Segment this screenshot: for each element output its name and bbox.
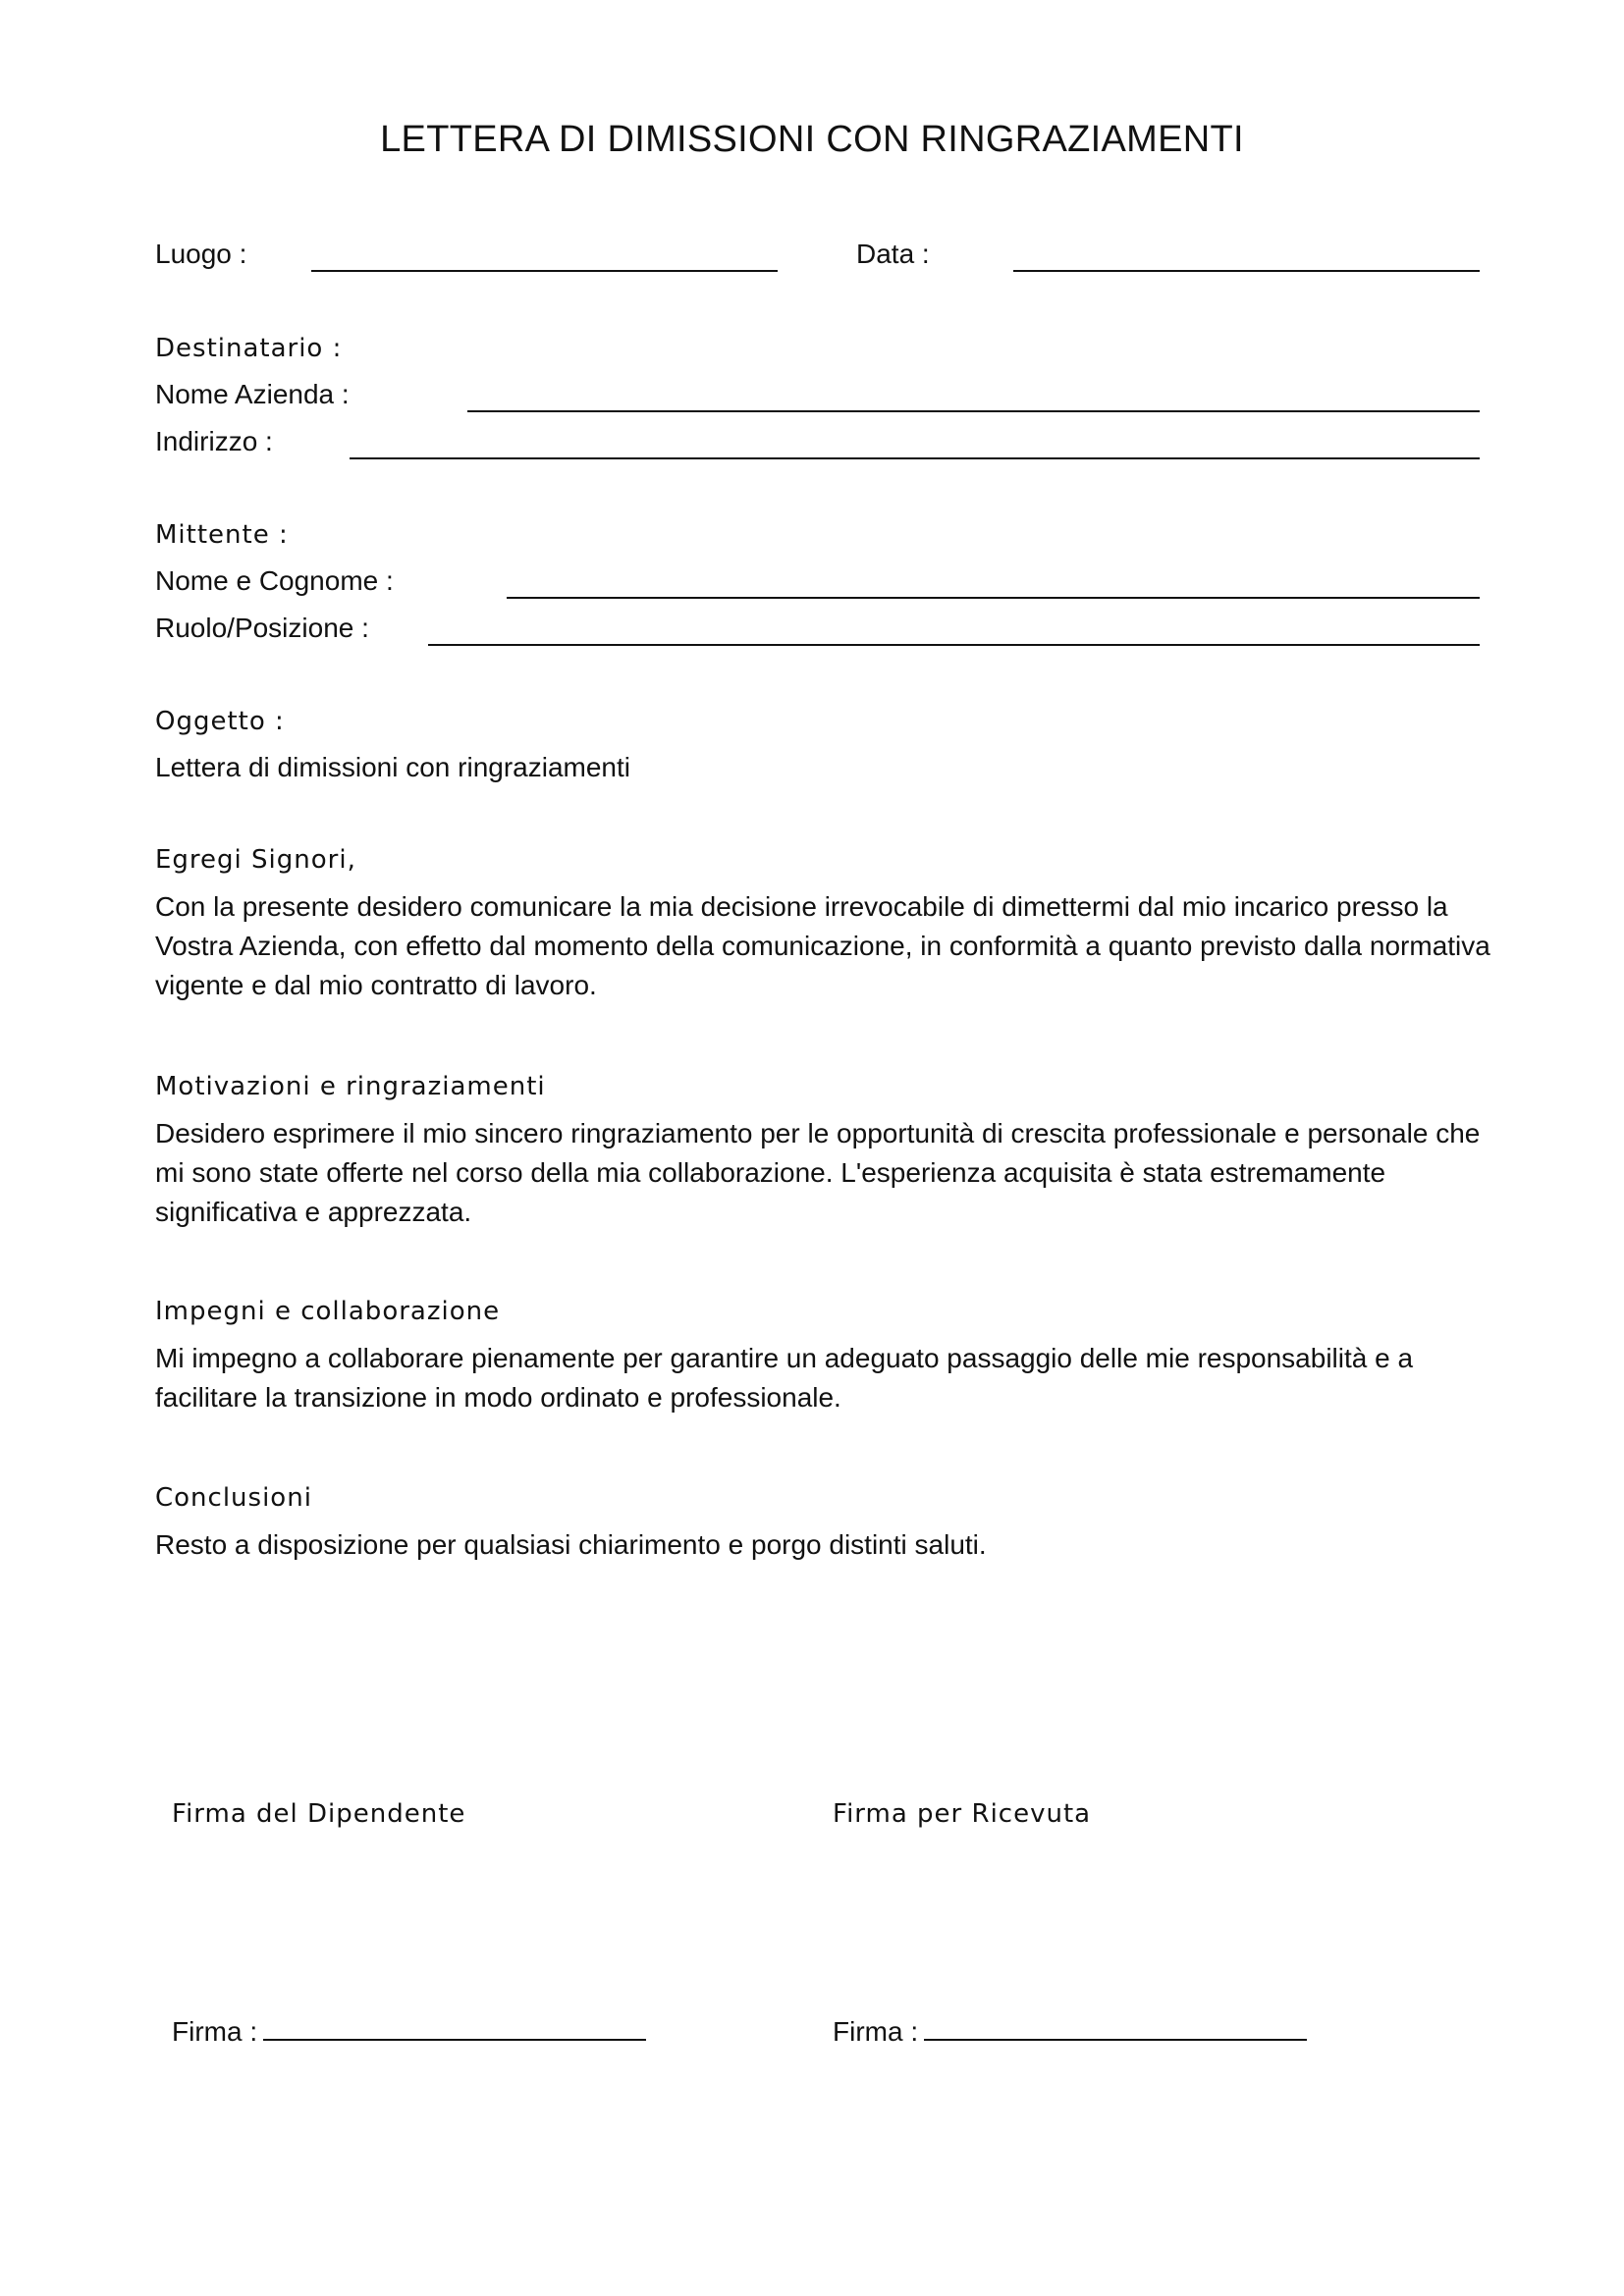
azienda-label: Nome Azienda :: [155, 379, 350, 409]
oggetto-heading: Oggetto :: [155, 707, 285, 736]
firma-ricevuta-row: [833, 2014, 1307, 2050]
firma-ricevuta-heading: Firma per Ricevuta: [833, 1799, 1092, 1829]
indirizzo-label: Indirizzo :: [155, 426, 273, 456]
indirizzo-field[interactable]: [350, 457, 1480, 459]
firma-dipendente-label: Firma :: [172, 2016, 258, 2047]
firma-ricevuta-field[interactable]: [924, 2039, 1307, 2041]
data-field[interactable]: [1013, 270, 1480, 272]
nome-cognome-label: Nome e Cognome :: [155, 565, 394, 596]
conclusioni-paragraph: Resto a disposizione per qualsiasi chiarimento e porgo distinti saluti.: [155, 1529, 987, 1560]
destinatario-heading: Destinatario :: [155, 334, 343, 363]
conclusioni-heading: Conclusioni: [155, 1483, 312, 1513]
mittente-heading: Mittente :: [155, 520, 289, 550]
nome-cognome-field[interactable]: [507, 597, 1480, 599]
firma-ricevuta-label: Firma :: [833, 2016, 919, 2047]
data-label: Data :: [856, 239, 930, 269]
document-title: LETTERA DI DIMISSIONI CON RINGRAZIAMENTI: [380, 119, 1244, 160]
firma-dipendente-row: [172, 2014, 646, 2050]
ruolo-field[interactable]: [428, 644, 1480, 646]
firma-dipendente-heading: Firma del Dipendente: [172, 1799, 466, 1829]
azienda-field[interactable]: [467, 410, 1480, 412]
motivazioni-heading: Motivazioni e ringraziamenti: [155, 1072, 546, 1101]
motivazioni-paragraph: Desidero esprimere il mio sincero ringraziamento per le opportunità di crescita professionale e personale che mi sono state offerte nel corso della mia collaborazione. L'esperienza acquisita è stata estremamente significativa e apprezzata.: [155, 1118, 1481, 1227]
luogo-label: Luogo :: [155, 239, 247, 269]
impegni-heading: Impegni e collaborazione: [155, 1297, 501, 1326]
saluto-paragraph: Con la presente desidero comunicare la mia decisione irrevocabile di dimettermi dal mio incarico presso la Vostra Azienda, con effetto dal momento della comunicazione, in conformità a quanto previsto dalla normativa vigente e dal mio contratto di lavoro.: [155, 891, 1490, 1000]
luogo-field[interactable]: [311, 270, 778, 272]
firma-dipendente-field[interactable]: [263, 2039, 646, 2041]
saluto-heading: Egregi Signori,: [155, 845, 356, 875]
ruolo-label: Ruolo/Posizione :: [155, 613, 369, 643]
oggetto-text: Lettera di dimissioni con ringraziamenti: [155, 752, 630, 782]
impegni-paragraph: Mi impegno a collaborare pienamente per garantire un adeguato passaggio delle mie responsabilità e a facilitare la transizione in modo ordinato e professionale.: [155, 1343, 1414, 1413]
